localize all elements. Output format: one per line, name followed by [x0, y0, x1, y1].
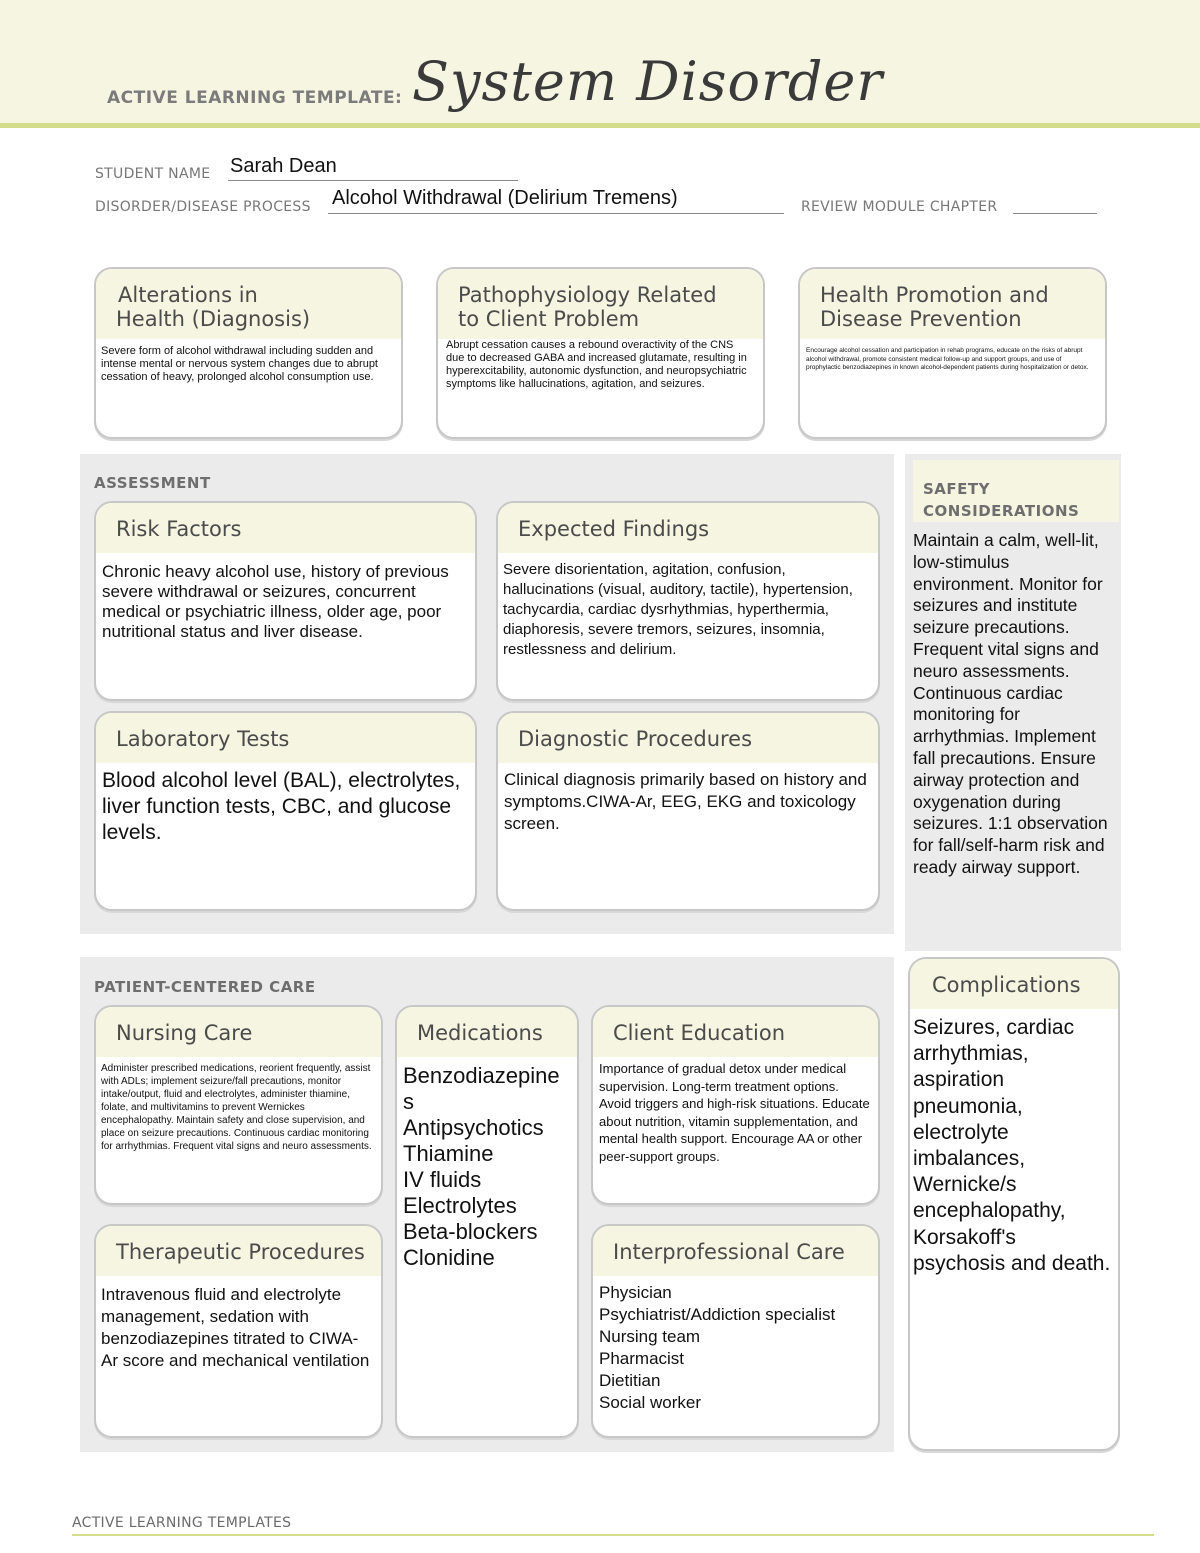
- therapeutic-procedures-title: Therapeutic Procedures: [96, 1226, 381, 1276]
- complications-body: Seizures, cardiac arrhythmias, aspiration pneumonia, electrolyte imbalances, Wernicke/s encephalopathy, Korsakoff's psychosis and death.: [913, 1016, 1111, 1275]
- therapeutic-procedures-box: [94, 1224, 383, 1438]
- pathophysiology-title-line1: Pathophysiology Related: [458, 283, 717, 307]
- template-title: System Disorder: [412, 50, 884, 113]
- nursing-care-box: [94, 1005, 383, 1205]
- alterations-title: [96, 269, 401, 339]
- review-module-label: REVIEW MODULE CHAPTER: [801, 199, 998, 215]
- disorder-value[interactable]: Alcohol Withdrawal (Delirium Tremens): [332, 187, 678, 209]
- medications-title: Medications: [397, 1007, 577, 1057]
- diagnostic-procedures-title: Diagnostic Procedures: [498, 713, 878, 763]
- laboratory-tests-body: Blood alcohol level (BAL), electrolytes, liver function tests, CBC, and glucose levels.: [102, 769, 461, 844]
- therapeutic-procedures-body: Intravenous fluid and electrolyte management, sedation with benzodiazepines titrated to CIWA-Ar score and mechanical ventilation: [101, 1285, 370, 1370]
- client-education-title: Client Education: [593, 1007, 878, 1057]
- interprofessional-care-list: [593, 1276, 878, 1414]
- complications-box: [908, 957, 1120, 1451]
- medication-item: Antipsychotics: [403, 1115, 544, 1140]
- pathophysiology-title-line2: to Client Problem: [458, 307, 640, 331]
- risk-factors-box: [94, 501, 477, 701]
- risk-factors-body: Chronic heavy alcohol use, history of previous severe withdrawal or seizures, concurrent medical or psychiatric illness, older age, poor nutritional status and liver disease.: [102, 562, 449, 641]
- diagnostic-procedures-body: Clinical diagnosis primarily based on history and symptoms.CIWA-Ar, EEG, EKG and toxicology screen.: [504, 770, 867, 833]
- review-module-line: [1013, 213, 1097, 214]
- medication-item: s: [403, 1089, 414, 1114]
- laboratory-tests-box: [94, 711, 477, 911]
- assessment-label: ASSESSMENT: [94, 474, 211, 492]
- complications-title: Complications: [910, 959, 1118, 1009]
- student-name-line: [228, 180, 518, 181]
- expected-findings-body: Severe disorientation, agitation, confusion, hallucinations (visual, auditory, tactile), hypertension, tachycardia, cardiac dysrhythmias, hyperthermia, diaphoresis, severe tremors, seizures, insomnia, restlessness and delirium.: [503, 561, 853, 658]
- header-rule: [0, 123, 1200, 128]
- student-name-label: STUDENT NAME: [95, 166, 211, 182]
- client-education-body: Importance of gradual detox under medical supervision. Long-term treatment options. Avoid triggers and high-risk situations. Educate about nutrition, vitamin supplementation, and mental health support. Encourage AA or other peer-support groups.: [599, 1061, 870, 1164]
- safety-title: [913, 460, 1119, 522]
- pathophysiology-title: [438, 269, 763, 339]
- nursing-care-body: Administer prescribed medications, reorient frequently, assist with ADLs; implement seizure/fall precautions, monitor intake/output, fluid and electrolytes, administer thiamine, folate, and multivitamins to prevent Wernickes encephalopathy. Maintain safety and close supervision, and place on seizure precautions. Continuous cardiac monitoring for arrhythmias. Frequent vital signs and neuro assessments.: [101, 1063, 372, 1152]
- safety-title-line1: SAFETY: [923, 480, 990, 498]
- expected-findings-box: [496, 501, 880, 701]
- alterations-title-line2: Health (Diagnosis): [116, 307, 311, 331]
- footer-rule: [72, 1534, 1154, 1536]
- health-promotion-title-line1: Health Promotion and: [820, 283, 1049, 307]
- safety-body: Maintain a calm, well-lit, low-stimulus environment. Monitor for seizures and institute seizure precautions. Frequent vital signs and neuro assessments. Continuous cardiac monitoring for arrhythmias. Implement fall precautions. Ensure airway protection and oxygenation during seizures. 1:1 observation for fall/self-harm risk and ready airway support.: [913, 530, 1108, 877]
- patient-care-label: PATIENT-CENTERED CARE: [94, 978, 316, 996]
- diagnostic-procedures-box: [496, 711, 880, 911]
- pathophysiology-body: Abrupt cessation causes a rebound overactivity of the CNS due to decreased GABA and increased glutamate, resulting in hyperexcitability, autonomic dysfunction, and neuropsychiatric symptoms like hallucinations, agitation, and seizures.: [446, 339, 747, 390]
- interprofessional-care-title: Interprofessional Care: [593, 1226, 878, 1276]
- medication-item: Benzodiazepine: [403, 1063, 560, 1088]
- risk-factors-title: Risk Factors: [96, 503, 475, 553]
- alterations-box: [94, 267, 403, 439]
- medications-list: [397, 1057, 577, 1271]
- expected-findings-title: Expected Findings: [498, 503, 878, 553]
- laboratory-tests-title: Laboratory Tests: [96, 713, 475, 763]
- disorder-label: DISORDER/DISEASE PROCESS: [95, 199, 311, 215]
- template-label: ACTIVE LEARNING TEMPLATE:: [107, 88, 403, 108]
- medications-box: [395, 1005, 579, 1438]
- medication-item: IV fluids: [403, 1167, 482, 1192]
- footer-label: ACTIVE LEARNING TEMPLATES: [72, 1515, 292, 1531]
- health-promotion-box: [798, 267, 1107, 439]
- health-promotion-title-line2: Disease Prevention: [820, 307, 1022, 331]
- medication-item: Thiamine: [403, 1141, 494, 1166]
- medication-item: Clonidine: [403, 1245, 495, 1270]
- disorder-line: [328, 213, 784, 214]
- health-promotion-body: Encourage alcohol cessation and participation in rehab programs, educate on the risks of abrupt alcohol withdrawal, promote consistent medical follow-up and support groups, and use of prophylactic benzodiazepines in known alcohol-dependent patients during hospitalization or detox.: [806, 347, 1089, 371]
- alterations-body: Severe form of alcohol withdrawal including sudden and intense mental or nervous system changes due to abrupt cessation of heavy, prolonged alcohol consumption use.: [101, 345, 378, 383]
- safety-title-line2: CONSIDERATIONS: [923, 502, 1080, 520]
- client-education-box: [591, 1005, 880, 1205]
- interprofessional-item: Physician: [599, 1283, 672, 1302]
- pathophysiology-box: [436, 267, 765, 439]
- medication-item: Beta-blockers: [403, 1219, 538, 1244]
- interprofessional-item: Psychiatrist/Addiction specialist: [599, 1305, 836, 1324]
- interprofessional-care-box: [591, 1224, 880, 1438]
- interprofessional-item: Social worker: [599, 1393, 702, 1412]
- alterations-title-line1: Alterations in: [118, 283, 258, 307]
- medication-item: Electrolytes: [403, 1193, 517, 1218]
- interprofessional-item: Dietitian: [599, 1371, 661, 1390]
- nursing-care-title: Nursing Care: [96, 1007, 381, 1057]
- student-name-value[interactable]: Sarah Dean: [230, 155, 337, 177]
- interprofessional-item: Pharmacist: [599, 1349, 685, 1368]
- health-promotion-title: [800, 269, 1105, 339]
- interprofessional-item: Nursing team: [599, 1327, 701, 1346]
